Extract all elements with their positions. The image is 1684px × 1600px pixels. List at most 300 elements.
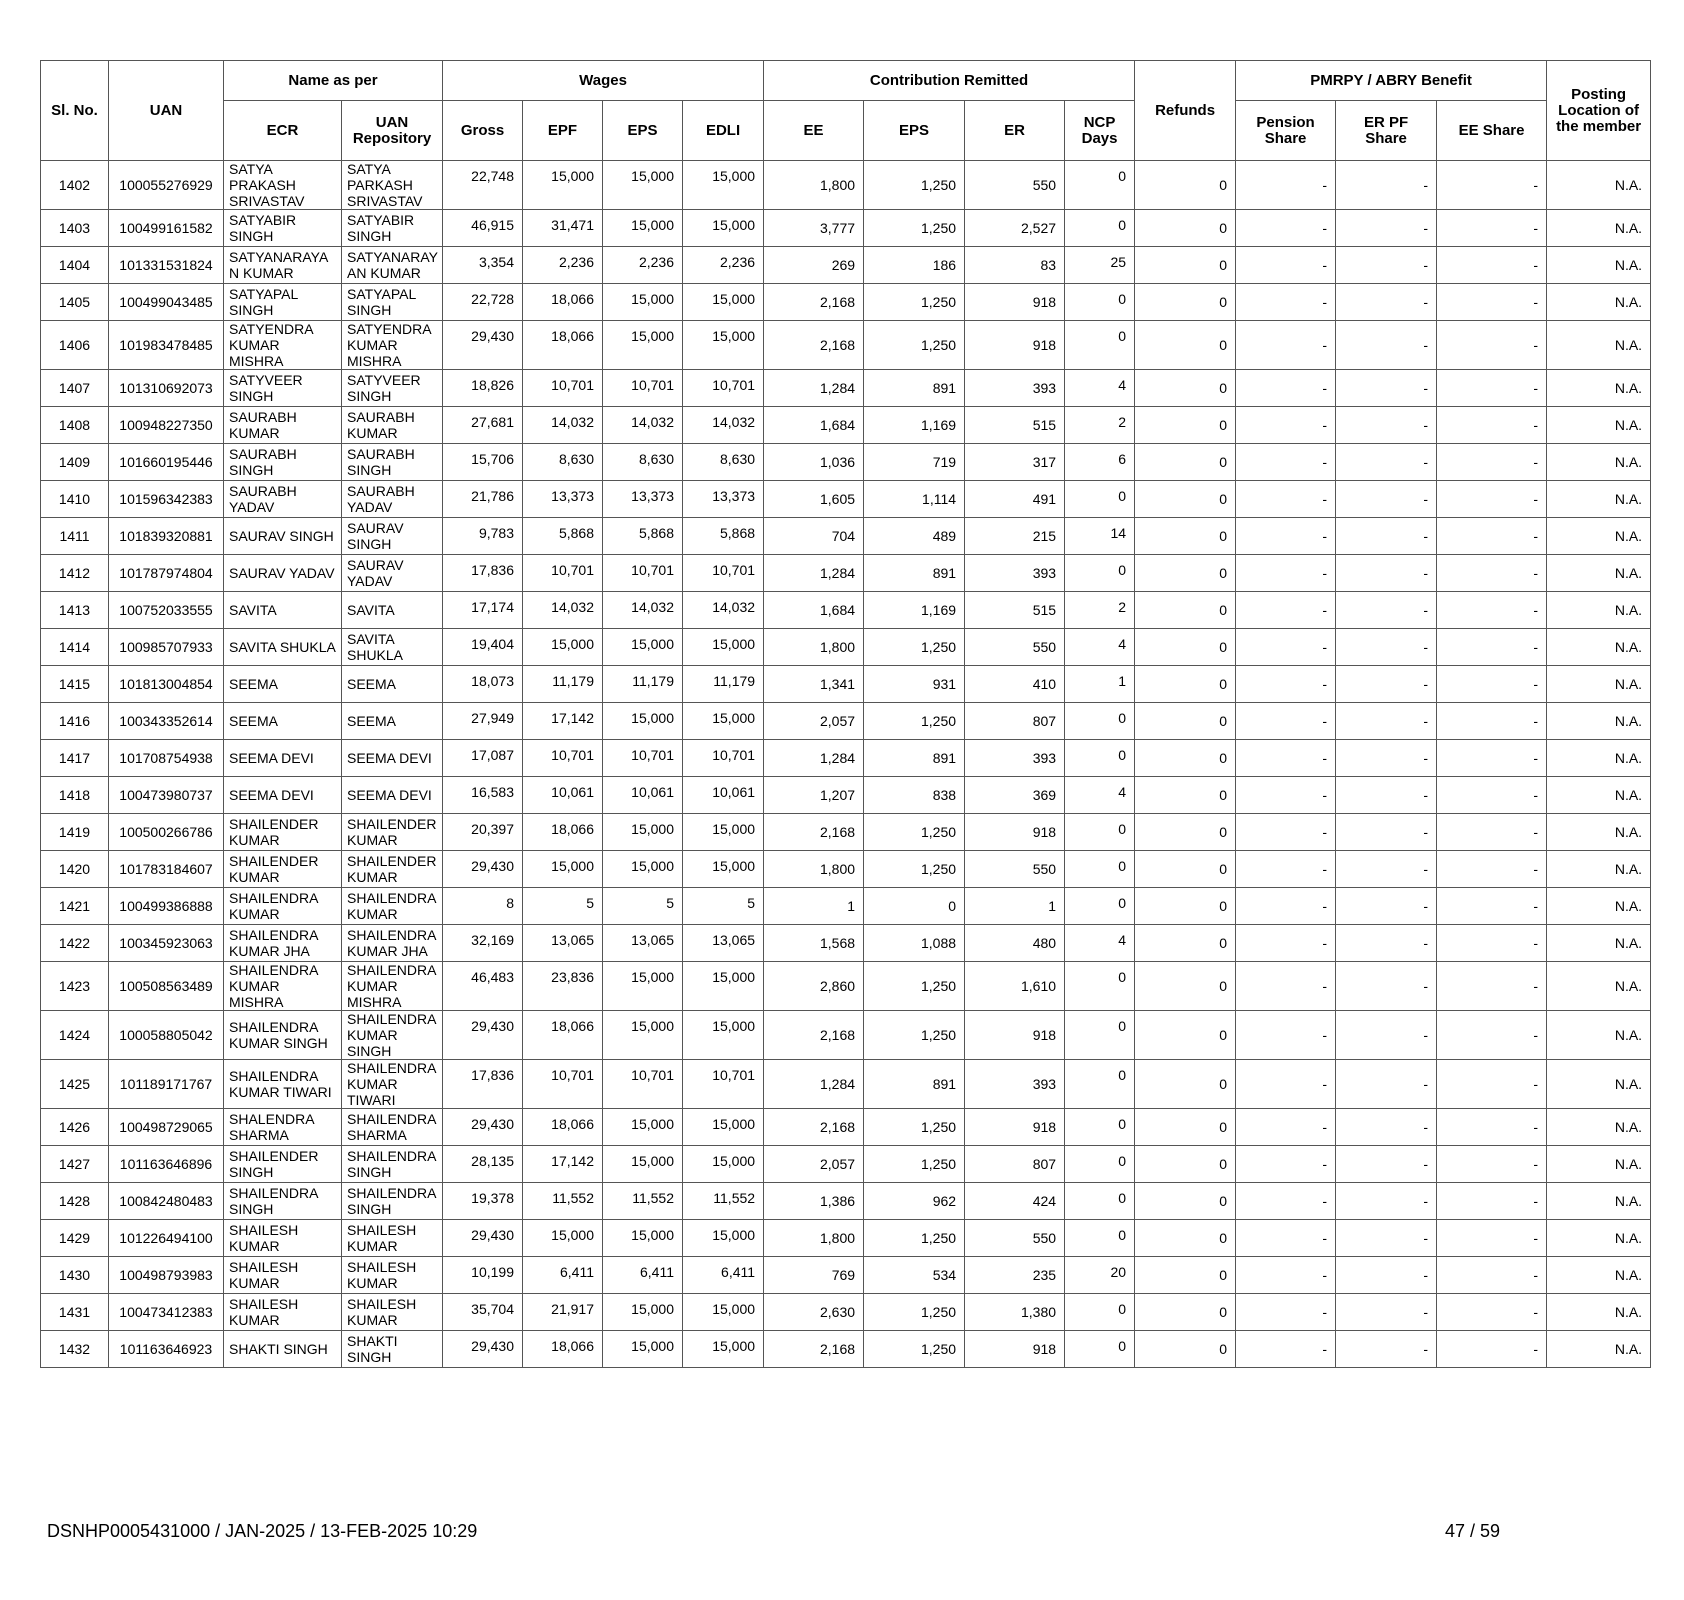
cell-eps-contribution: 1,250 xyxy=(864,1331,965,1368)
cell-er: 317 xyxy=(965,444,1065,481)
cell-uan: 100055276929 xyxy=(109,161,224,210)
cell-er: 918 xyxy=(965,321,1065,370)
cell-posting-location: N.A. xyxy=(1547,518,1651,555)
cell-er: 424 xyxy=(965,1183,1065,1220)
cell-sl-no: 1403 xyxy=(41,210,109,247)
cell-gross: 29,430 xyxy=(443,851,523,888)
cell-uan: 100985707933 xyxy=(109,629,224,666)
cell-eps-wages: 15,000 xyxy=(603,851,683,888)
cell-gross: 27,681 xyxy=(443,407,523,444)
cell-epf: 10,701 xyxy=(523,370,603,407)
cell-eps-wages: 15,000 xyxy=(603,1294,683,1331)
cell-pension-share: - xyxy=(1236,666,1336,703)
cell-edli: 15,000 xyxy=(683,1294,764,1331)
cell-name-ecr: SAVITA SHUKLA xyxy=(224,629,342,666)
cell-sl-no: 1414 xyxy=(41,629,109,666)
table-row xyxy=(41,1294,1651,1331)
cell-refunds: 0 xyxy=(1135,888,1236,925)
cell-er: 918 xyxy=(965,1331,1065,1368)
cell-posting-location: N.A. xyxy=(1547,814,1651,851)
cell-name-uan-repository: SAVITA xyxy=(342,592,443,629)
cell-er: 515 xyxy=(965,407,1065,444)
cell-ee-share: - xyxy=(1437,407,1547,444)
cell-sl-no: 1421 xyxy=(41,888,109,925)
cell-posting-location: N.A. xyxy=(1547,629,1651,666)
cell-name-ecr: SAURAV SINGH xyxy=(224,518,342,555)
cell-name-uan-repository: SAURABH SINGH xyxy=(342,444,443,481)
cell-uan: 101596342383 xyxy=(109,481,224,518)
table-row xyxy=(41,321,1651,370)
cell-edli: 10,061 xyxy=(683,777,764,814)
cell-eps-wages: 10,701 xyxy=(603,370,683,407)
cell-uan: 100499161582 xyxy=(109,210,224,247)
table-row xyxy=(41,1220,1651,1257)
cell-gross: 19,404 xyxy=(443,629,523,666)
cell-pension-share: - xyxy=(1236,518,1336,555)
cell-ee-share: - xyxy=(1437,555,1547,592)
cell-epf: 10,701 xyxy=(523,555,603,592)
cell-er-pf-share: - xyxy=(1336,592,1437,629)
cell-sl-no: 1429 xyxy=(41,1220,109,1257)
cell-name-ecr: SEEMA xyxy=(224,703,342,740)
cell-uan: 101310692073 xyxy=(109,370,224,407)
cell-uan: 101813004854 xyxy=(109,666,224,703)
cell-edli: 15,000 xyxy=(683,1109,764,1146)
cell-ee-share: - xyxy=(1437,740,1547,777)
cell-eps-contribution: 1,088 xyxy=(864,925,965,962)
cell-name-ecr: SHAKTI SINGH xyxy=(224,1331,342,1368)
cell-epf: 2,236 xyxy=(523,247,603,284)
cell-pension-share: - xyxy=(1236,370,1336,407)
cell-posting-location: N.A. xyxy=(1547,1060,1651,1109)
col-group-name-as-per: Name as per xyxy=(224,61,443,101)
cell-posting-location: N.A. xyxy=(1547,925,1651,962)
cell-eps-wages: 5 xyxy=(603,888,683,925)
cell-pension-share: - xyxy=(1236,1220,1336,1257)
cell-uan: 101163646896 xyxy=(109,1146,224,1183)
cell-sl-no: 1412 xyxy=(41,555,109,592)
cell-edli: 15,000 xyxy=(683,703,764,740)
cell-name-ecr: SHAILENDRA KUMAR xyxy=(224,888,342,925)
cell-eps-contribution: 962 xyxy=(864,1183,965,1220)
cell-sl-no: 1431 xyxy=(41,1294,109,1331)
cell-ee: 1,284 xyxy=(764,370,864,407)
cell-eps-wages: 15,000 xyxy=(603,1220,683,1257)
cell-name-ecr: SHAILESH KUMAR xyxy=(224,1257,342,1294)
cell-eps-wages: 15,000 xyxy=(603,1146,683,1183)
cell-eps-contribution: 1,250 xyxy=(864,1146,965,1183)
cell-eps-contribution: 1,114 xyxy=(864,481,965,518)
cell-er-pf-share: - xyxy=(1336,1060,1437,1109)
cell-refunds: 0 xyxy=(1135,1060,1236,1109)
cell-pension-share: - xyxy=(1236,444,1336,481)
cell-refunds: 0 xyxy=(1135,555,1236,592)
cell-uan: 101163646923 xyxy=(109,1331,224,1368)
cell-er-pf-share: - xyxy=(1336,555,1437,592)
cell-sl-no: 1410 xyxy=(41,481,109,518)
col-header-refunds: Refunds xyxy=(1135,61,1236,161)
cell-epf: 18,066 xyxy=(523,321,603,370)
cell-name-uan-repository: SHAILENDER KUMAR xyxy=(342,814,443,851)
cell-er-pf-share: - xyxy=(1336,161,1437,210)
cell-posting-location: N.A. xyxy=(1547,1183,1651,1220)
cell-ncp-days: 14 xyxy=(1065,518,1135,555)
cell-refunds: 0 xyxy=(1135,1183,1236,1220)
cell-eps-wages: 15,000 xyxy=(603,1331,683,1368)
cell-uan: 101660195446 xyxy=(109,444,224,481)
cell-posting-location: N.A. xyxy=(1547,962,1651,1011)
cell-name-uan-repository: SATYVEER SINGH xyxy=(342,370,443,407)
cell-ee-share: - xyxy=(1437,1257,1547,1294)
cell-er-pf-share: - xyxy=(1336,925,1437,962)
cell-epf: 18,066 xyxy=(523,814,603,851)
cell-epf: 18,066 xyxy=(523,1331,603,1368)
cell-pension-share: - xyxy=(1236,814,1336,851)
cell-gross: 18,073 xyxy=(443,666,523,703)
cell-er-pf-share: - xyxy=(1336,321,1437,370)
cell-eps-wages: 14,032 xyxy=(603,407,683,444)
table-row xyxy=(41,703,1651,740)
cell-uan: 101839320881 xyxy=(109,518,224,555)
cell-gross: 17,836 xyxy=(443,555,523,592)
cell-eps-contribution: 1,250 xyxy=(864,1220,965,1257)
cell-eps-contribution: 1,250 xyxy=(864,321,965,370)
cell-name-uan-repository: SHAILESH KUMAR xyxy=(342,1220,443,1257)
cell-ncp-days: 0 xyxy=(1065,210,1135,247)
cell-sl-no: 1411 xyxy=(41,518,109,555)
cell-er: 369 xyxy=(965,777,1065,814)
cell-uan: 100058805042 xyxy=(109,1011,224,1060)
cell-refunds: 0 xyxy=(1135,407,1236,444)
cell-pension-share: - xyxy=(1236,703,1336,740)
cell-edli: 15,000 xyxy=(683,962,764,1011)
table-row xyxy=(41,740,1651,777)
cell-posting-location: N.A. xyxy=(1547,666,1651,703)
cell-refunds: 0 xyxy=(1135,1257,1236,1294)
cell-sl-no: 1419 xyxy=(41,814,109,851)
cell-epf: 21,917 xyxy=(523,1294,603,1331)
cell-pension-share: - xyxy=(1236,1060,1336,1109)
cell-uan: 100345923063 xyxy=(109,925,224,962)
col-header-ecr: ECR xyxy=(224,101,342,161)
cell-refunds: 0 xyxy=(1135,481,1236,518)
cell-refunds: 0 xyxy=(1135,592,1236,629)
cell-gross: 29,430 xyxy=(443,1220,523,1257)
cell-eps-wages: 10,701 xyxy=(603,1060,683,1109)
cell-pension-share: - xyxy=(1236,592,1336,629)
cell-pension-share: - xyxy=(1236,1331,1336,1368)
cell-name-uan-repository: SHAILENDRA SINGH xyxy=(342,1183,443,1220)
cell-eps-contribution: 1,250 xyxy=(864,1294,965,1331)
cell-pension-share: - xyxy=(1236,210,1336,247)
cell-eps-wages: 14,032 xyxy=(603,592,683,629)
cell-ee-share: - xyxy=(1437,321,1547,370)
cell-er-pf-share: - xyxy=(1336,284,1437,321)
cell-uan: 100473980737 xyxy=(109,777,224,814)
cell-ee-share: - xyxy=(1437,666,1547,703)
cell-sl-no: 1422 xyxy=(41,925,109,962)
cell-edli: 15,000 xyxy=(683,321,764,370)
cell-ee-share: - xyxy=(1437,284,1547,321)
cell-er-pf-share: - xyxy=(1336,851,1437,888)
cell-er: 1,610 xyxy=(965,962,1065,1011)
cell-pension-share: - xyxy=(1236,851,1336,888)
cell-pension-share: - xyxy=(1236,1109,1336,1146)
cell-epf: 15,000 xyxy=(523,161,603,210)
cell-refunds: 0 xyxy=(1135,740,1236,777)
cell-gross: 17,836 xyxy=(443,1060,523,1109)
cell-edli: 15,000 xyxy=(683,284,764,321)
cell-sl-no: 1406 xyxy=(41,321,109,370)
cell-name-ecr: SATYANARAYA N KUMAR xyxy=(224,247,342,284)
cell-ee: 3,777 xyxy=(764,210,864,247)
cell-edli: 15,000 xyxy=(683,814,764,851)
cell-ee: 769 xyxy=(764,1257,864,1294)
table-row xyxy=(41,407,1651,444)
cell-epf: 15,000 xyxy=(523,629,603,666)
cell-name-ecr: SATYAPAL SINGH xyxy=(224,284,342,321)
cell-edli: 14,032 xyxy=(683,592,764,629)
table-row xyxy=(41,444,1651,481)
cell-gross: 29,430 xyxy=(443,321,523,370)
cell-refunds: 0 xyxy=(1135,962,1236,1011)
cell-ncp-days: 0 xyxy=(1065,1109,1135,1146)
cell-ncp-days: 0 xyxy=(1065,1331,1135,1368)
cell-er: 1 xyxy=(965,888,1065,925)
cell-edli: 15,000 xyxy=(683,1146,764,1183)
cell-uan: 100473412383 xyxy=(109,1294,224,1331)
cell-ncp-days: 0 xyxy=(1065,1146,1135,1183)
cell-er-pf-share: - xyxy=(1336,777,1437,814)
cell-uan: 100500266786 xyxy=(109,814,224,851)
cell-eps-contribution: 891 xyxy=(864,555,965,592)
cell-ee: 704 xyxy=(764,518,864,555)
cell-name-ecr: SAURABH KUMAR xyxy=(224,407,342,444)
cell-sl-no: 1430 xyxy=(41,1257,109,1294)
cell-gross: 27,949 xyxy=(443,703,523,740)
table-row xyxy=(41,1183,1651,1220)
cell-ee: 2,168 xyxy=(764,1331,864,1368)
cell-posting-location: N.A. xyxy=(1547,284,1651,321)
cell-epf: 11,179 xyxy=(523,666,603,703)
cell-eps-contribution: 891 xyxy=(864,740,965,777)
cell-er-pf-share: - xyxy=(1336,888,1437,925)
cell-ee-share: - xyxy=(1437,481,1547,518)
table-row xyxy=(41,518,1651,555)
cell-posting-location: N.A. xyxy=(1547,407,1651,444)
cell-eps-contribution: 1,250 xyxy=(864,851,965,888)
cell-ncp-days: 2 xyxy=(1065,407,1135,444)
cell-name-ecr: SATYENDRA KUMAR MISHRA xyxy=(224,321,342,370)
cell-refunds: 0 xyxy=(1135,666,1236,703)
col-header-eps-wages: EPS xyxy=(603,101,683,161)
cell-posting-location: N.A. xyxy=(1547,210,1651,247)
cell-name-ecr: SHAILESH KUMAR xyxy=(224,1220,342,1257)
cell-er: 410 xyxy=(965,666,1065,703)
cell-gross: 16,583 xyxy=(443,777,523,814)
cell-er: 235 xyxy=(965,1257,1065,1294)
cell-gross: 19,378 xyxy=(443,1183,523,1220)
cell-edli: 15,000 xyxy=(683,210,764,247)
cell-gross: 10,199 xyxy=(443,1257,523,1294)
cell-eps-wages: 13,065 xyxy=(603,925,683,962)
cell-epf: 18,066 xyxy=(523,1109,603,1146)
cell-edli: 10,701 xyxy=(683,555,764,592)
cell-ee: 1,684 xyxy=(764,592,864,629)
cell-er-pf-share: - xyxy=(1336,1146,1437,1183)
col-group-contribution-remitted: Contribution Remitted xyxy=(764,61,1135,101)
cell-pension-share: - xyxy=(1236,962,1336,1011)
col-header-uan: UAN xyxy=(109,61,224,161)
cell-uan: 101983478485 xyxy=(109,321,224,370)
cell-posting-location: N.A. xyxy=(1547,444,1651,481)
cell-er-pf-share: - xyxy=(1336,1331,1437,1368)
cell-name-ecr: SHAILENDER KUMAR xyxy=(224,851,342,888)
ecr-contribution-table xyxy=(40,60,1651,1368)
col-header-er: ER xyxy=(965,101,1065,161)
cell-ncp-days: 0 xyxy=(1065,1220,1135,1257)
cell-edli: 15,000 xyxy=(683,1220,764,1257)
cell-eps-wages: 15,000 xyxy=(603,814,683,851)
cell-ncp-days: 1 xyxy=(1065,666,1135,703)
cell-ncp-days: 0 xyxy=(1065,888,1135,925)
cell-uan: 101783184607 xyxy=(109,851,224,888)
cell-sl-no: 1420 xyxy=(41,851,109,888)
cell-ee: 1,386 xyxy=(764,1183,864,1220)
cell-ee-share: - xyxy=(1437,210,1547,247)
cell-eps-contribution: 1,250 xyxy=(864,629,965,666)
cell-name-uan-repository: SHAILENDER KUMAR xyxy=(342,851,443,888)
cell-epf: 10,061 xyxy=(523,777,603,814)
cell-gross: 29,430 xyxy=(443,1011,523,1060)
cell-name-ecr: SATYVEER SINGH xyxy=(224,370,342,407)
table-header xyxy=(41,61,1651,161)
cell-name-uan-repository: SATYABIR SINGH xyxy=(342,210,443,247)
cell-sl-no: 1405 xyxy=(41,284,109,321)
cell-er: 918 xyxy=(965,814,1065,851)
cell-edli: 15,000 xyxy=(683,1331,764,1368)
cell-gross: 8 xyxy=(443,888,523,925)
cell-eps-wages: 15,000 xyxy=(603,629,683,666)
cell-ee: 2,168 xyxy=(764,814,864,851)
table-row xyxy=(41,1146,1651,1183)
cell-pension-share: - xyxy=(1236,321,1336,370)
cell-ee: 1,284 xyxy=(764,1060,864,1109)
cell-ee: 2,057 xyxy=(764,703,864,740)
table-row xyxy=(41,629,1651,666)
cell-name-ecr: SAURAV YADAV xyxy=(224,555,342,592)
cell-refunds: 0 xyxy=(1135,161,1236,210)
cell-ncp-days: 0 xyxy=(1065,1060,1135,1109)
cell-ncp-days: 0 xyxy=(1065,161,1135,210)
cell-posting-location: N.A. xyxy=(1547,247,1651,284)
cell-eps-wages: 15,000 xyxy=(603,703,683,740)
cell-edli: 15,000 xyxy=(683,161,764,210)
cell-ncp-days: 0 xyxy=(1065,1183,1135,1220)
cell-eps-contribution: 1,250 xyxy=(864,1109,965,1146)
cell-name-ecr: SHAILENDRA KUMAR JHA xyxy=(224,925,342,962)
cell-gross: 35,704 xyxy=(443,1294,523,1331)
cell-er-pf-share: - xyxy=(1336,1109,1437,1146)
table-row xyxy=(41,962,1651,1011)
cell-ee: 2,860 xyxy=(764,962,864,1011)
cell-ncp-days: 0 xyxy=(1065,962,1135,1011)
cell-edli: 10,701 xyxy=(683,1060,764,1109)
cell-er-pf-share: - xyxy=(1336,1220,1437,1257)
cell-eps-contribution: 891 xyxy=(864,370,965,407)
col-header-eps-contribution: EPS xyxy=(864,101,965,161)
cell-name-uan-repository: SATYANARAY AN KUMAR xyxy=(342,247,443,284)
cell-edli: 13,065 xyxy=(683,925,764,962)
cell-name-ecr: SATYABIR SINGH xyxy=(224,210,342,247)
table-row xyxy=(41,555,1651,592)
cell-uan: 100508563489 xyxy=(109,962,224,1011)
col-header-edli: EDLI xyxy=(683,101,764,161)
cell-eps-contribution: 1,250 xyxy=(864,703,965,740)
cell-epf: 11,552 xyxy=(523,1183,603,1220)
cell-epf: 14,032 xyxy=(523,592,603,629)
cell-eps-wages: 11,552 xyxy=(603,1183,683,1220)
cell-ee-share: - xyxy=(1437,962,1547,1011)
cell-er-pf-share: - xyxy=(1336,1294,1437,1331)
cell-posting-location: N.A. xyxy=(1547,851,1651,888)
cell-eps-contribution: 534 xyxy=(864,1257,965,1294)
cell-er-pf-share: - xyxy=(1336,481,1437,518)
cell-epf: 8,630 xyxy=(523,444,603,481)
cell-eps-contribution: 1,250 xyxy=(864,1011,965,1060)
cell-posting-location: N.A. xyxy=(1547,1294,1651,1331)
cell-eps-contribution: 0 xyxy=(864,888,965,925)
cell-ee: 1,684 xyxy=(764,407,864,444)
cell-ncp-days: 25 xyxy=(1065,247,1135,284)
cell-ncp-days: 4 xyxy=(1065,925,1135,962)
cell-epf: 13,065 xyxy=(523,925,603,962)
cell-pension-share: - xyxy=(1236,629,1336,666)
cell-eps-wages: 10,061 xyxy=(603,777,683,814)
table-row xyxy=(41,666,1651,703)
cell-name-uan-repository: SEEMA xyxy=(342,666,443,703)
cell-name-ecr: SHAILENDRA SINGH xyxy=(224,1183,342,1220)
table-row xyxy=(41,925,1651,962)
cell-epf: 10,701 xyxy=(523,1060,603,1109)
cell-edli: 13,373 xyxy=(683,481,764,518)
cell-uan: 101787974804 xyxy=(109,555,224,592)
cell-refunds: 0 xyxy=(1135,851,1236,888)
cell-ncp-days: 0 xyxy=(1065,740,1135,777)
table-row xyxy=(41,161,1651,210)
cell-refunds: 0 xyxy=(1135,814,1236,851)
cell-posting-location: N.A. xyxy=(1547,1011,1651,1060)
cell-gross: 28,135 xyxy=(443,1146,523,1183)
cell-name-uan-repository: SATYAPAL SINGH xyxy=(342,284,443,321)
cell-ee: 1,568 xyxy=(764,925,864,962)
cell-ee: 1,284 xyxy=(764,740,864,777)
cell-eps-contribution: 1,250 xyxy=(864,962,965,1011)
cell-gross: 22,728 xyxy=(443,284,523,321)
cell-eps-wages: 15,000 xyxy=(603,962,683,1011)
cell-pension-share: - xyxy=(1236,1183,1336,1220)
page-number: 47 / 59 xyxy=(1445,1521,1501,1541)
cell-pension-share: - xyxy=(1236,888,1336,925)
cell-uan: 100498729065 xyxy=(109,1109,224,1146)
cell-uan: 100498793983 xyxy=(109,1257,224,1294)
cell-ee-share: - xyxy=(1437,247,1547,284)
cell-er: 515 xyxy=(965,592,1065,629)
cell-pension-share: - xyxy=(1236,284,1336,321)
cell-edli: 15,000 xyxy=(683,629,764,666)
cell-er-pf-share: - xyxy=(1336,1011,1437,1060)
cell-posting-location: N.A. xyxy=(1547,1146,1651,1183)
